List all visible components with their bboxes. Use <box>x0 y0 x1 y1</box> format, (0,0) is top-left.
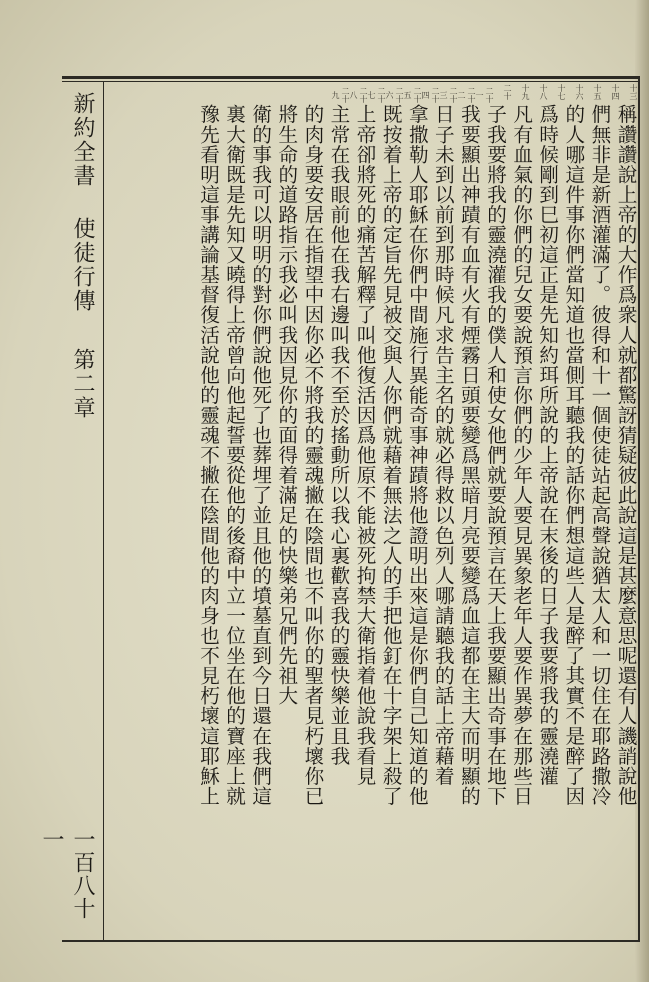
verse-ref: 二十七 <box>367 87 386 103</box>
verse-ref: 二十一 <box>475 87 494 103</box>
right-rule <box>638 76 640 942</box>
text-column: 稱讚讚說上帝的大作爲衆人就都驚訝猜疑彼此說這是甚麼意思呢還有人譏誚說他 <box>614 104 637 806</box>
text-column: 凡有血氣的你們的兒女要說預言你們的少年人要見異象老年人要作異夢在那些日 <box>509 104 533 806</box>
verse-ref: 十九 <box>521 84 530 100</box>
verse-ref: 二十二 <box>457 87 476 103</box>
text-column: 拿撒勒人耶穌在你們中間施行異能奇事神蹟將他證明出來這是你們自己知道的他 <box>405 104 429 806</box>
text-column: 主常在我眼前他在我右邊叫我不至於搖動所以我心裏歡喜我的靈快樂並且我 <box>326 104 350 766</box>
text-column: 爲時候剛到巳初這正是先知約珥所說的上帝說在末後的日子我要將我的靈澆灌 <box>535 104 559 786</box>
running-head <box>39 92 98 932</box>
text-column: 們無非是新酒灌滿了。彼得和十一個使徒站起高聲說猶太人和一切住在耶路撒冷 <box>587 104 611 806</box>
text-column: 子我要將我的靈澆灌我的僕人和使女他們就要說預言在天上我要顯出奇事在地下 <box>483 104 507 806</box>
verse-ref: 十八 <box>539 84 548 100</box>
text-column: 的人哪這件事你們當知道也當側耳聽我的話你們想這些人是醉了其實不是醉了因 <box>561 104 585 806</box>
verse-ref: 二十 <box>503 84 512 100</box>
section-title: 使徒行傳 <box>70 217 95 313</box>
text-column: 上帝卻將死的痛苦解釋了叫他復活因爲他原不能被死拘禁大衛指着他說我看見 <box>353 104 377 786</box>
text-column: 既按着上帝的定旨先見被交與人你們就藉着無法之人的手把他釘在十字架上殺了 <box>379 104 403 806</box>
header-divider-rule <box>103 82 104 940</box>
verse-ref: 十六 <box>575 84 584 100</box>
verse-reference-row <box>104 84 638 106</box>
scripture-text-block <box>108 104 638 936</box>
verse-ref: 十五 <box>593 84 602 100</box>
verse-ref: 十四 <box>611 84 620 100</box>
verse-ref: 二十三 <box>439 87 458 103</box>
text-column: 裏大衛既是先知又曉得上帝曾向他起誓要從他的後裔中立一位坐在他的寶座上就 <box>222 104 246 806</box>
verse-ref: 十七 <box>557 84 566 100</box>
top-rule-thin <box>62 81 640 82</box>
verse-ref: 二十四 <box>421 87 440 103</box>
top-rule <box>62 76 640 79</box>
page-number: 一百八十一 <box>39 828 95 920</box>
book-title: 新約全書 <box>70 92 95 188</box>
text-column: 豫先看明這事講論基督復活說他的靈魂不撇在陰間他的肉身也不見朽壞這耶穌上 <box>196 104 220 806</box>
verse-ref: 十三 <box>629 84 638 100</box>
text-column: 日子未到以前到那時候凡求告主名的就必得救以色列人哪請聽我的話上帝藉着 <box>431 104 455 786</box>
bottom-rule <box>62 940 640 942</box>
text-column: 將生命的道路指示我必叫我因見你的面得着滿足的快樂弟兄們先祖大 <box>274 104 298 706</box>
verse-ref: 二十六 <box>385 87 404 103</box>
chapter-label: 第二章 <box>70 348 95 420</box>
text-column: 我要顯出神蹟有血有火有煙霧日頭要變爲黑暗月亮要變爲血這都在主大而明顯的 <box>457 104 481 806</box>
text-column: 衛的事我可以明明的對你們說他死了也葬埋了並且他的墳墓直到今日還在我們這 <box>248 104 272 806</box>
verse-ref: 二十九 <box>331 87 350 103</box>
verse-ref: 二十八 <box>349 87 368 103</box>
verse-ref: 二十五 <box>403 87 422 103</box>
text-column: 的肉身要安居在指望中因你必不將我的靈魂撇在陰間也不叫你的聖者見朽壞你已 <box>300 104 324 806</box>
